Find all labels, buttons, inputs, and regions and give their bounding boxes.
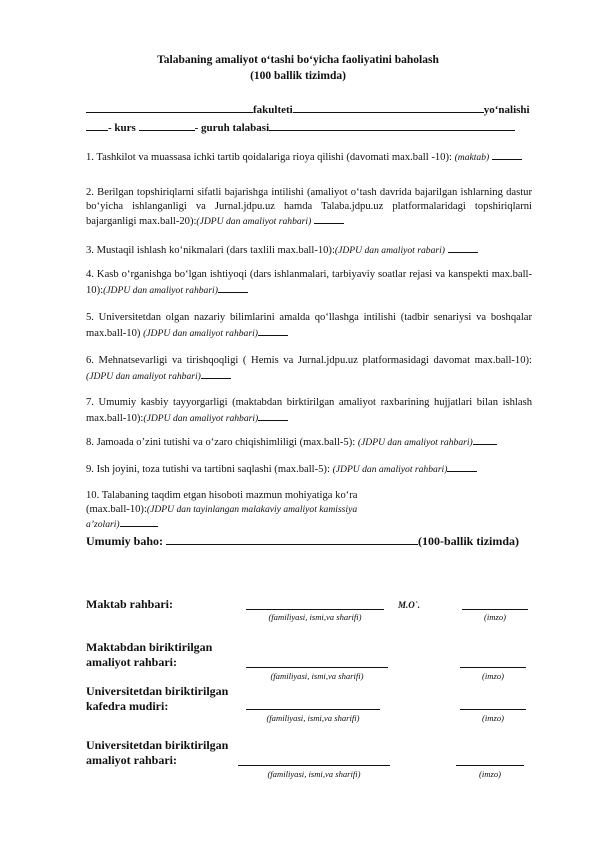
form-title: Talabaning amaliyot o‘tashi bo‘yicha faoliyatini baholash <box>157 54 439 66</box>
criterion-text: 9. Ish joyini, toza tutishi va tartibni saqlashi (max.ball-5): <box>86 464 330 475</box>
course-blank[interactable] <box>86 120 108 131</box>
criterion-text: 2. Berilgan topshiriqlarni sifatli bajarishga intilishi (amaliyot o‘tash davrida bajarilgan ishlarning dastur bo‘yicha ishlanganligi va Jurnal.jdpu.uz hamda Talaba.jdpu.uz platformalaridagi topshiriqlarni bajarganligi max.ball-20): <box>86 187 532 227</box>
school-head-label: Maktab rahbari: <box>86 597 173 611</box>
student-name-blank[interactable] <box>269 120 515 131</box>
school-mentor-label-1: Maktabdan biriktirilgan <box>86 640 213 654</box>
score-blank[interactable] <box>448 242 478 253</box>
criterion-text: 5. Universitetdan olgan nazariy bilimlarini amalda qo‘llashga intilishi (tadbir senariysi va boshqalar max.ball-10) <box>86 312 532 339</box>
criterion-role: (JDPU dan amaliyot rahbari) <box>103 284 218 296</box>
score-blank[interactable] <box>218 282 248 293</box>
school-head-name-line[interactable] <box>246 609 384 610</box>
criterion-6 <box>86 354 532 383</box>
signature-caption: (imzo) <box>482 713 504 723</box>
criterion-role: (JDPU dan amaliyot rabari) <box>334 245 445 256</box>
header-course-row <box>86 120 532 136</box>
department-head-label-2: kafedra mudiri: <box>86 699 169 713</box>
criterion-5 <box>86 311 532 340</box>
university-mentor-label-2: amaliyot rahbari: <box>86 753 177 767</box>
criterion-7 <box>86 396 532 425</box>
criterion-text: 10. Talabaning taqdim etgan hisoboti mazmun mohiyatiga ko‘ra (max.ball-10): <box>86 490 358 515</box>
signature-caption: (imzo) <box>479 769 501 779</box>
university-mentor-label-1: Universitetdan biriktirilgan <box>86 738 229 752</box>
score-blank[interactable] <box>258 325 288 336</box>
guruh-label: - guruh talabasi <box>194 122 270 134</box>
criterion-role: (JDPU dan amaliyot rahbari) <box>196 216 312 227</box>
criterion-role: (JDPU dan amaliyot rahbari) <box>357 437 473 448</box>
school-mentor-name-line[interactable] <box>246 667 388 668</box>
header-faculty-row <box>86 102 532 118</box>
university-mentor-signature-line[interactable] <box>456 765 524 766</box>
group-blank[interactable] <box>139 120 195 131</box>
total-row <box>86 534 532 549</box>
signature-caption: (imzo) <box>484 612 506 622</box>
direction-blank[interactable] <box>293 102 484 113</box>
criterion-role: (JDPU dan amaliyot rahbari) <box>143 327 258 339</box>
score-blank[interactable] <box>120 516 158 527</box>
criterion-text: 3. Mustaqil ishlash ko‘nikmalari (dars taxlili max.ball-10): <box>86 245 335 256</box>
form-subtitle: (100 ballik tizimda) <box>250 70 346 82</box>
score-blank[interactable] <box>201 368 231 379</box>
criterion-3 <box>86 242 532 258</box>
total-label: Umumiy baho: <box>86 534 164 548</box>
score-blank[interactable] <box>492 149 522 160</box>
criterion-10 <box>86 489 386 532</box>
criterion-role: (JDPU dan tayinlangan malakaviy amaliyot kamissiya a’zolari) <box>86 503 358 530</box>
signature-caption: (imzo) <box>482 671 504 681</box>
yonalishi-label: yo‘nalishi <box>483 104 530 116</box>
fio-caption: (familiyasi, ismi,va sharifi) <box>267 769 361 779</box>
department-head-label-1: Universitetdan biriktirilgan <box>86 684 229 698</box>
score-blank[interactable] <box>447 461 477 472</box>
criterion-text: 6. Mehnatsevarligi va tirishqoqligi ( Hemis va Jurnal.jdpu.uz platformasidagi davomat max.ball-10): <box>86 355 532 366</box>
criterion-9 <box>86 461 532 477</box>
total-score-blank[interactable] <box>166 534 418 545</box>
school-head-signature-line[interactable] <box>462 609 528 610</box>
score-blank[interactable] <box>258 410 288 421</box>
criterion-role: (JDPU dan amaliyot rahbari) <box>86 370 201 382</box>
criterion-4 <box>86 268 532 297</box>
fio-caption: (familiyasi, ismi,va sharifi) <box>268 612 362 622</box>
criterion-text: 1. Tashkilot va muassasa ichki tartib qoidalariga rioya qilishi (davomati max.ball -10): <box>86 152 452 163</box>
stamp-mark: M.O`. <box>398 600 420 610</box>
criterion-text: 7. Umumiy kasbiy tayyorgarligi (maktabdan birktirilgan amaliyot raxbarining hujjatlari bilan ishlash max.ball-10): <box>86 397 532 424</box>
criterion-2 <box>86 186 532 229</box>
fakulteti-label: fakulteti <box>253 104 293 116</box>
criterion-8 <box>86 434 546 450</box>
university-mentor-name-line[interactable] <box>238 765 390 766</box>
criterion-role: (JDPU dan amaliyot rahbari) <box>143 412 259 424</box>
department-head-name-line[interactable] <box>246 709 380 710</box>
criterion-1 <box>86 149 532 165</box>
criterion-text: 4. Kasb o‘rganishga bo‘lgan ishtiyoqi (dars ishlanmalari, tarbiyaviy soatlar rejasi va kanspekti max.ball-10): <box>86 269 532 296</box>
criterion-role: (maktab) <box>454 152 490 163</box>
fio-caption: (familiyasi, ismi,va sharifi) <box>270 671 364 681</box>
score-blank[interactable] <box>473 434 497 445</box>
criterion-role: (JDPU dan amaliyot rahbari) <box>332 464 448 475</box>
criterion-text: 8. Jamoada o’zini tutishi va o‘zaro chiqishimliligi (max.ball-5): <box>86 437 356 448</box>
department-head-signature-line[interactable] <box>460 709 526 710</box>
kurs-label: - kurs <box>108 122 136 134</box>
fio-caption: (familiyasi, ismi,va sharifi) <box>266 713 360 723</box>
school-mentor-label-2: amaliyot rahbari: <box>86 655 177 669</box>
faculty-blank[interactable] <box>86 102 253 113</box>
school-mentor-signature-line[interactable] <box>460 667 526 668</box>
score-blank[interactable] <box>314 213 344 224</box>
total-suffix: (100-ballik tizimda) <box>418 534 520 548</box>
